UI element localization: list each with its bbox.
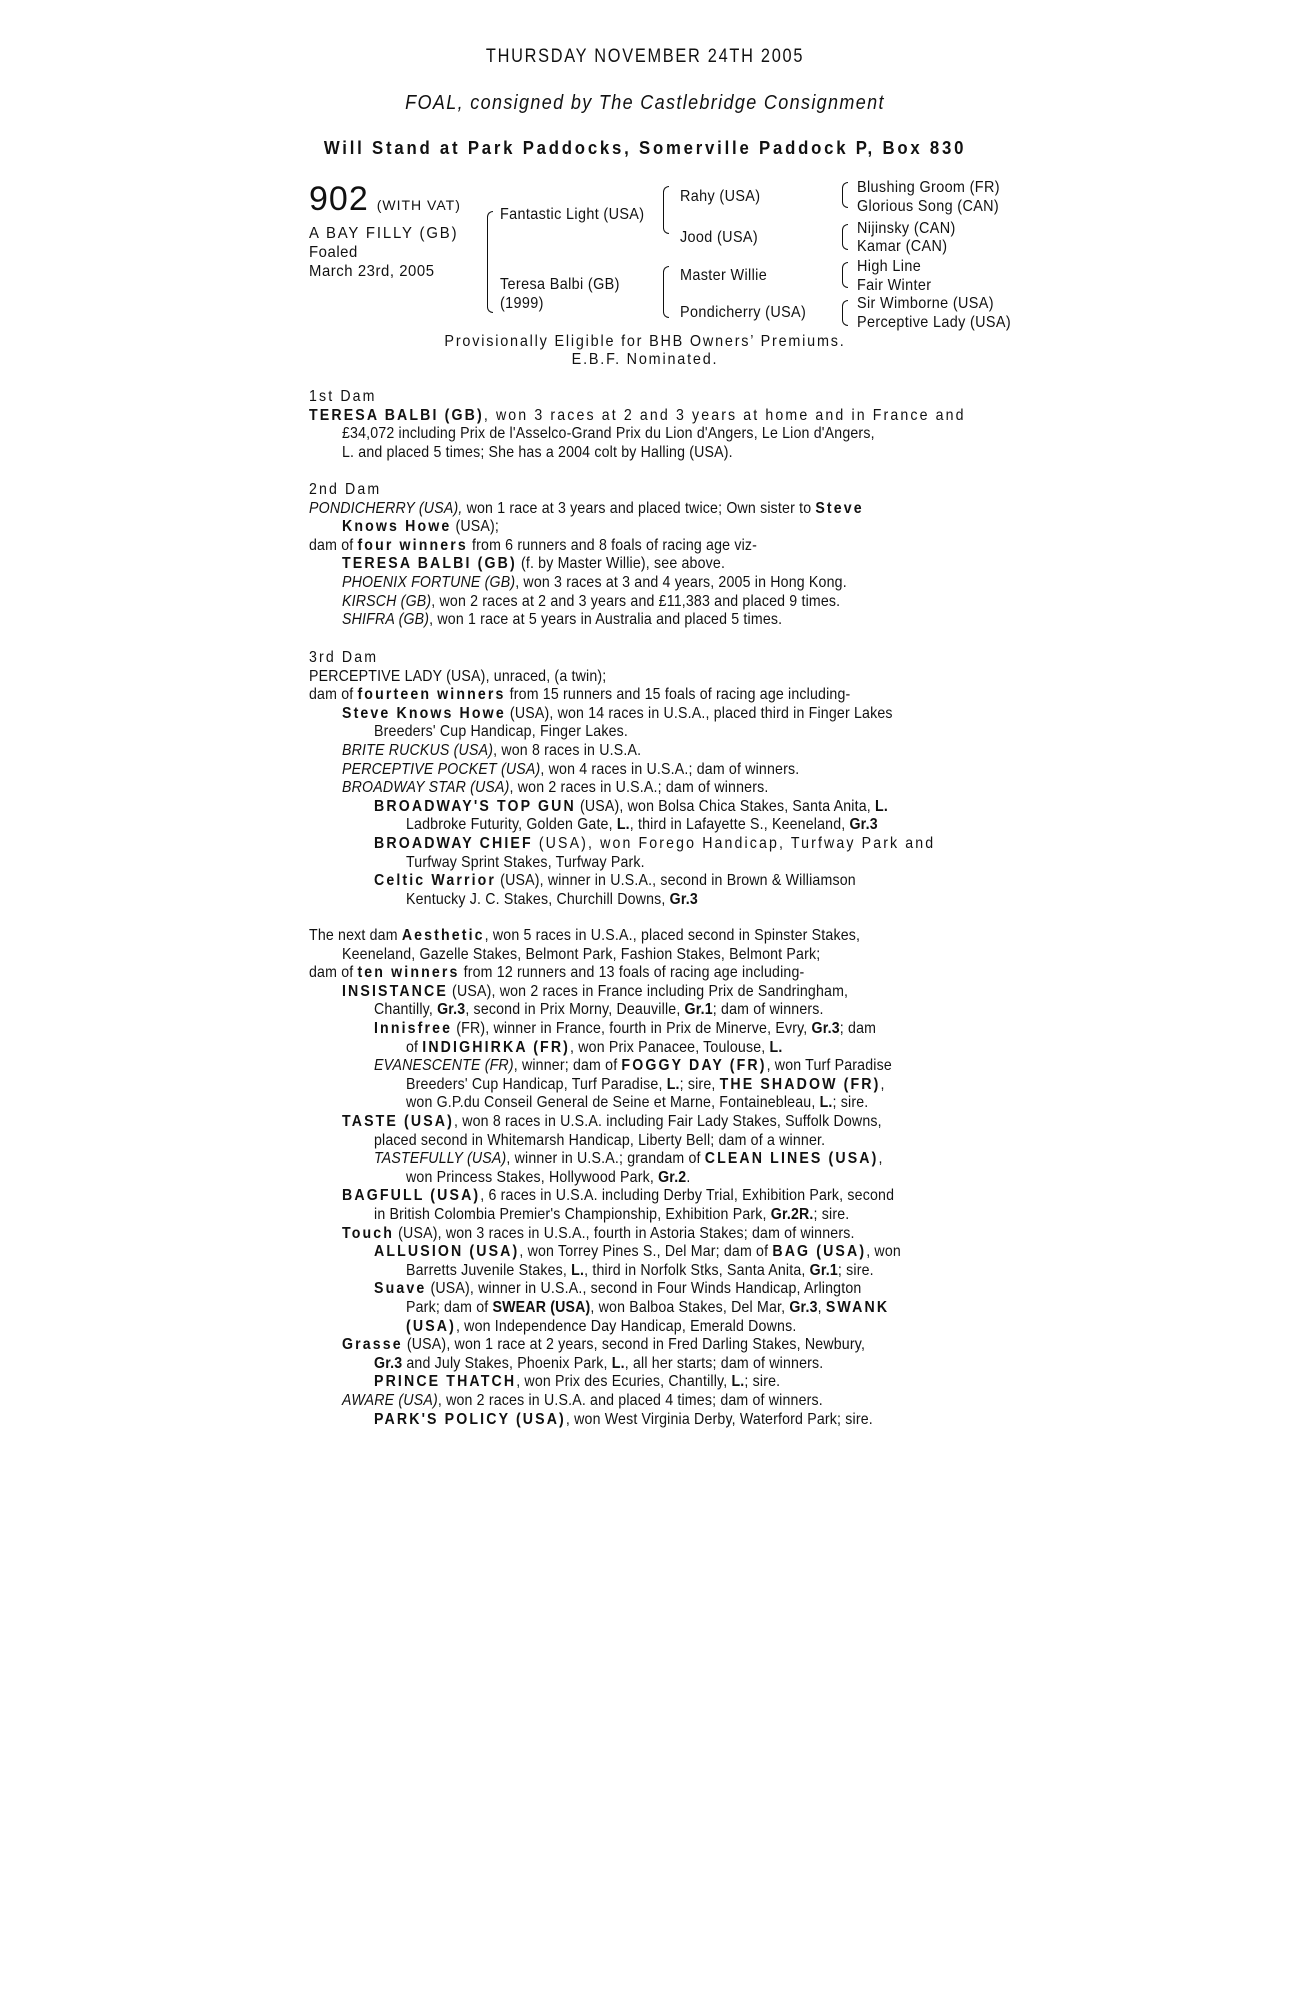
progeny-text: (f. by Master Willie), see above. bbox=[516, 555, 726, 573]
progeny-name: INSISTANCE bbox=[342, 982, 448, 1000]
third-dam-line-1: PERCEPTIVE LADY (USA), unraced, (a twin); bbox=[309, 667, 607, 685]
progeny-text: , won 1 race at 5 years in Australia and placed 5 times. bbox=[429, 611, 783, 629]
progeny-insistance bbox=[342, 983, 848, 1002]
third-dam-progeny-topgun bbox=[374, 798, 888, 817]
pedigree-dam-dam: Pondicherry (USA) bbox=[680, 304, 807, 321]
sale-date: THURSDAY NOVEMBER 24TH 2005 bbox=[485, 46, 805, 67]
progeny-text: ; sire. bbox=[832, 1094, 869, 1112]
second-dam-produce-line bbox=[309, 537, 757, 556]
progeny-bagfull bbox=[342, 1187, 894, 1206]
pedigree-brace-main bbox=[487, 211, 493, 313]
progeny-text: , third in Norfolk Stks, Santa Anita, bbox=[584, 1261, 810, 1279]
progeny-name: Innisfree bbox=[374, 1020, 453, 1037]
pedigree-g3-8: Perceptive Lady (USA) bbox=[857, 314, 1012, 331]
listed-mark: L. bbox=[875, 797, 888, 815]
second-dam-text-2: (USA); bbox=[451, 518, 500, 536]
grade-mark: Gr.3 bbox=[437, 1001, 466, 1019]
progeny-text: , won Balboa Stakes, Del Mar, bbox=[590, 1299, 790, 1316]
next-dam-line-2: Keeneland, Gazelle Stakes, Belmont Park, Fashion Stakes, Belmont Park; bbox=[342, 945, 821, 963]
eligibility-line-2: E.B.F. Nominated. bbox=[571, 351, 719, 368]
progeny-insistance-2 bbox=[374, 1001, 824, 1020]
pedigree-dam: Teresa Balbi (GB) bbox=[500, 276, 620, 293]
second-dam-progeny-1 bbox=[342, 555, 725, 574]
pedigree-g3-1: Blushing Groom (FR) bbox=[857, 179, 1000, 196]
grade-mark: Gr.3 bbox=[789, 1299, 818, 1316]
grade-mark: Gr.3 bbox=[849, 816, 878, 834]
progeny-text: ; sire. bbox=[813, 1206, 850, 1223]
progeny-text: Barretts Juvenile Stakes, bbox=[406, 1261, 572, 1279]
progeny-tastefully-2: won Princess Stakes, Hollywood Park, Gr.2. bbox=[406, 1168, 691, 1186]
third-dam-progeny-brite bbox=[342, 742, 641, 761]
progeny-text: , all her starts; dam of winners. bbox=[624, 1354, 824, 1372]
progeny-grasse bbox=[342, 1336, 865, 1355]
pedigree-g3-4: Kamar (CAN) bbox=[857, 238, 948, 255]
progeny-text: of bbox=[406, 1038, 423, 1056]
progeny-name: Steve Knows Howe bbox=[342, 704, 506, 722]
progeny-text: (USA), winner in U.S.A., second in Four Winds Handicap, Arlington bbox=[426, 1280, 862, 1298]
progeny-text: , won Torrey Pines S., Del Mar; dam of bbox=[519, 1243, 773, 1261]
progeny-text: , won Prix Panacee, Toulouse, bbox=[570, 1038, 770, 1056]
next-dam-text: , won 5 races in U.S.A., placed second in Spinster Stakes, bbox=[484, 927, 861, 944]
third-dam-dam-of: dam of bbox=[309, 686, 358, 704]
progeny-name: BRITE RUCKUS (USA) bbox=[342, 742, 494, 759]
third-dam-progeny-pocket bbox=[342, 761, 799, 780]
progeny-suave-2: Park; dam of SWEAR (USA), won Balboa Stakes, Del Mar, Gr.3, SWANK bbox=[406, 1299, 890, 1316]
grade-mark: Gr.1 bbox=[684, 1001, 713, 1019]
vat-note: (WITH VAT) bbox=[376, 197, 461, 213]
second-dam-progeny-4 bbox=[342, 611, 782, 630]
foaled-label: Foaled bbox=[309, 244, 358, 261]
listed-mark: L. bbox=[666, 1075, 680, 1093]
progeny-name: Grasse bbox=[342, 1336, 403, 1354]
listed-mark: L. bbox=[769, 1038, 783, 1056]
progeny-name: PARK'S POLICY (USA) bbox=[374, 1410, 566, 1428]
progeny-text: , won 2 races in U.S.A. and placed 4 times; dam of winners. bbox=[437, 1392, 823, 1409]
third-dam-heading: 3rd Dam bbox=[309, 649, 379, 666]
pedigree-dam-sire: Master Willie bbox=[680, 267, 768, 284]
progeny-text: Park; dam of bbox=[406, 1299, 493, 1316]
progeny-text: (FR), winner in France, fourth in Prix de Minerve, Evry, bbox=[452, 1020, 812, 1037]
second-dam-name: PONDICHERRY (USA), bbox=[309, 499, 463, 517]
second-dam-winners: four winners bbox=[357, 536, 468, 554]
listed-mark: L. bbox=[731, 1373, 745, 1391]
grade-mark: Gr.2 bbox=[658, 1168, 687, 1186]
progeny-text: , won 2 races at 2 and 3 years and £11,383 and placed 9 times. bbox=[431, 592, 841, 610]
lot-number: 902 bbox=[309, 180, 369, 218]
progeny-name: BAG (USA) bbox=[772, 1243, 867, 1261]
progeny-text: (USA), won 3 races in U.S.A., fourth in Astoria Stakes; dam of winners. bbox=[394, 1224, 855, 1242]
progeny-text: Ladbroke Futurity, Golden Gate, bbox=[406, 816, 617, 834]
progeny-text: , won 8 races in U.S.A. bbox=[493, 742, 642, 759]
pedigree-sire-dam: Jood (USA) bbox=[680, 229, 759, 246]
progeny-text: Kentucky J. C. Stakes, Churchill Downs, bbox=[406, 890, 670, 908]
progeny-name: BAGFULL (USA) bbox=[342, 1187, 481, 1205]
second-dam-line-1 bbox=[309, 500, 864, 519]
progeny-text: , won 4 races in U.S.A.; dam of winners. bbox=[540, 760, 800, 778]
progeny-text: , third in Lafayette S., Keeneland, bbox=[629, 816, 850, 834]
progeny-name: PERCEPTIVE POCKET (USA) bbox=[342, 760, 541, 778]
progeny-text: , winner; dam of bbox=[513, 1057, 622, 1075]
third-dam-progeny-bstar bbox=[342, 779, 768, 798]
second-dam-line-2 bbox=[342, 518, 499, 537]
next-dam-produce-line bbox=[309, 964, 804, 983]
lot-info bbox=[309, 224, 458, 281]
lot-description: A BAY FILLY (GB) bbox=[309, 225, 459, 242]
progeny-aware bbox=[342, 1392, 823, 1411]
progeny-taste bbox=[342, 1113, 882, 1132]
first-dam-text-1: , won 3 races at 2 and 3 years at home and in France and bbox=[483, 406, 966, 424]
progeny-name: Suave bbox=[374, 1280, 427, 1298]
progeny-text: (USA), won 2 races in France including Prix de Sandringham, bbox=[447, 982, 849, 1000]
progeny-text: ; sire, bbox=[679, 1075, 720, 1093]
progeny-allusion bbox=[374, 1243, 901, 1262]
pedigree-g3-2: Glorious Song (CAN) bbox=[857, 198, 1000, 215]
progeny-name: SWEAR (USA) bbox=[492, 1299, 591, 1316]
progeny-text: , won Independence Day Handicap, Emerald Downs. bbox=[455, 1317, 797, 1335]
progeny-text: , second in Prix Morny, Deauville, bbox=[465, 1001, 685, 1019]
progeny-name: INDIGHIRKA (FR) bbox=[422, 1038, 571, 1056]
progeny-text: (USA), won Forego Handicap, Turfway Park and bbox=[532, 835, 936, 852]
progeny-name: TERESA BALBI (GB) bbox=[342, 555, 517, 573]
lot-heading bbox=[309, 180, 461, 219]
progeny-name: AWARE (USA) bbox=[342, 1392, 438, 1409]
progeny-touch bbox=[342, 1225, 855, 1244]
progeny-prince-thatch bbox=[374, 1373, 780, 1392]
progeny-parks-policy bbox=[374, 1411, 873, 1430]
progeny-innisfree bbox=[374, 1020, 876, 1039]
progeny-name: Touch bbox=[342, 1224, 395, 1242]
third-dam-progeny-skh-2: Breeders' Cup Handicap, Finger Lakes. bbox=[374, 723, 629, 741]
progeny-name: TASTE (USA) bbox=[342, 1113, 454, 1130]
progeny-text: , won Turf Paradise bbox=[766, 1057, 892, 1075]
listed-mark: L. bbox=[571, 1261, 585, 1279]
next-dam-line-1 bbox=[309, 927, 860, 946]
next-dam-dam-of: dam of bbox=[309, 964, 358, 982]
progeny-grasse-2 bbox=[374, 1355, 823, 1374]
pedigree-brace-g3a bbox=[842, 182, 848, 208]
pedigree-sire-sire: Rahy (USA) bbox=[680, 188, 761, 205]
progeny-evanescente bbox=[374, 1057, 892, 1076]
third-dam-progeny-celtic-2 bbox=[406, 891, 698, 910]
progeny-text: (USA), winner in U.S.A., second in Brown & Williamson bbox=[496, 872, 856, 890]
third-dam-progeny-chief-2: Turfway Sprint Stakes, Turfway Park. bbox=[406, 853, 645, 871]
progeny-text: ; sire. bbox=[744, 1373, 781, 1391]
progeny-text: (USA), won 14 races in U.S.A., placed third in Finger Lakes bbox=[505, 704, 893, 722]
third-dam-progeny-celtic bbox=[374, 872, 856, 891]
third-dam-progeny-topgun-2 bbox=[406, 816, 878, 835]
progeny-text: won G.P.du Conseil General de Seine et Marne, Fontainebleau, bbox=[406, 1094, 820, 1112]
third-dam-progeny-chief bbox=[374, 835, 935, 854]
progeny-text: Breeders' Cup Handicap, Turf Paradise, bbox=[406, 1075, 667, 1093]
progeny-text: , won 2 races in U.S.A.; dam of winners. bbox=[509, 779, 769, 797]
third-dam-produce-line bbox=[309, 686, 850, 705]
progeny-tastefully: TASTEFULLY (USA), winner in U.S.A.; grandam of CLEAN LINES (USA), bbox=[374, 1150, 883, 1168]
progeny-evanescente-2: Breeders' Cup Handicap, Turf Paradise, L.; sire, THE SHADOW (FR), bbox=[406, 1075, 885, 1093]
second-dam-progeny-3 bbox=[342, 593, 840, 612]
progeny-name: Celtic Warrior bbox=[374, 872, 497, 890]
third-dam-winners: fourteen winners bbox=[357, 686, 506, 704]
progeny-suave-3 bbox=[406, 1318, 796, 1337]
consignment-line: FOAL, consigned by The Castlebridge Consignment bbox=[405, 92, 885, 114]
pedigree-brace-g3c bbox=[842, 262, 848, 288]
second-dam-text-1: won 1 race at 3 years and placed twice; Own sister to bbox=[462, 499, 816, 517]
progeny-text: Chantilly, bbox=[374, 1001, 438, 1019]
pedigree-g3-6: Fair Winter bbox=[857, 277, 932, 294]
third-dam-produce-text: from 15 runners and 15 foals of racing age including- bbox=[505, 686, 851, 704]
pedigree-brace-dam bbox=[663, 266, 669, 318]
stabling-line: Will Stand at Park Paddocks, Somerville Paddock P, Box 830 bbox=[323, 138, 967, 158]
first-dam-line-2: £34,072 including Prix de l'Asselco-Grand Prix du Lion d'Angers, Le Lion d'Angers, bbox=[342, 425, 875, 443]
pedigree-brace-sire bbox=[663, 186, 669, 234]
progeny-name: EVANESCENTE (FR) bbox=[374, 1057, 514, 1075]
progeny-text: won Princess Stakes, Hollywood Park, bbox=[406, 1168, 659, 1186]
progeny-name: (USA) bbox=[406, 1317, 456, 1335]
progeny-evanescente-3 bbox=[406, 1094, 868, 1113]
grade-mark: Gr.3 bbox=[669, 890, 698, 908]
progeny-text: , won 8 races in U.S.A. including Fair Lady Stakes, Suffolk Downs, bbox=[453, 1113, 882, 1130]
first-dam-line-3: L. and placed 5 times; She has a 2004 colt by Halling (USA). bbox=[342, 443, 733, 461]
progeny-text: , 6 races in U.S.A. including Derby Trial, Exhibition Park, second bbox=[480, 1187, 895, 1205]
progeny-name: TASTEFULLY (USA) bbox=[374, 1150, 507, 1168]
second-dam-progeny-2 bbox=[342, 574, 847, 593]
next-dam-produce-text: from 12 runners and 13 foals of racing age including- bbox=[459, 964, 805, 982]
third-dam-progeny-skh bbox=[342, 705, 893, 724]
progeny-text: and July Stakes, Phoenix Park, bbox=[402, 1354, 612, 1372]
first-dam-line-1 bbox=[309, 407, 966, 426]
pedigree-g3-3: Nijinsky (CAN) bbox=[857, 220, 956, 237]
second-dam-heading: 2nd Dam bbox=[309, 481, 382, 498]
grade-mark: Gr.3 bbox=[374, 1354, 403, 1372]
progeny-text: , winner in U.S.A.; grandam of bbox=[506, 1150, 705, 1168]
progeny-name: PRINCE THATCH bbox=[374, 1373, 517, 1391]
pedigree-g3-7: Sir Wimborne (USA) bbox=[857, 295, 994, 312]
next-dam-name: Aesthetic bbox=[401, 927, 485, 944]
progeny-name: SWANK bbox=[825, 1299, 890, 1316]
progeny-taste-2: placed second in Whitemarsh Handicap, Liberty Bell; dam of a winner. bbox=[374, 1131, 826, 1149]
progeny-text: (USA), won 1 race at 2 years, second in Fred Darling Stakes, Newbury, bbox=[402, 1336, 866, 1354]
progeny-name: THE SHADOW (FR) bbox=[719, 1075, 881, 1093]
progeny-text: ; dam of winners. bbox=[712, 1001, 824, 1019]
progeny-suave bbox=[374, 1280, 861, 1299]
listed-mark: L. bbox=[611, 1354, 625, 1372]
pedigree-brace-g3b bbox=[842, 224, 848, 250]
pedigree-brace-g3d bbox=[842, 300, 848, 326]
grade-mark: Gr.1 bbox=[809, 1261, 838, 1279]
eligibility-line-1: Provisionally Eligible for BHB Owners’ Premiums. bbox=[444, 333, 846, 350]
progeny-name: BROADWAY CHIEF bbox=[374, 835, 533, 852]
second-dam-dam-of: dam of bbox=[309, 536, 358, 554]
progeny-text: , won West Virginia Derby, Waterford Park; sire. bbox=[565, 1410, 873, 1428]
progeny-allusion-2 bbox=[406, 1262, 874, 1281]
next-dam-intro: The next dam bbox=[309, 927, 402, 944]
grade-mark: Gr.3 bbox=[811, 1020, 840, 1037]
pedigree-sire: Fantastic Light (USA) bbox=[500, 206, 645, 223]
progeny-name: FOGGY DAY (FR) bbox=[621, 1057, 767, 1075]
second-dam-produce-text: from 6 runners and 8 foals of racing age viz- bbox=[467, 536, 758, 554]
first-dam-name: TERESA BALBI (GB) bbox=[309, 406, 484, 424]
pedigree-dam-year: (1999) bbox=[500, 295, 544, 312]
progeny-name: KIRSCH (GB) bbox=[342, 592, 432, 610]
progeny-name: ALLUSION (USA) bbox=[374, 1243, 520, 1261]
progeny-name: SHIFRA (GB) bbox=[342, 611, 430, 629]
progeny-name: BROADWAY STAR (USA) bbox=[342, 779, 510, 797]
pedigree-g3-5: High Line bbox=[857, 258, 922, 275]
listed-mark: L. bbox=[616, 816, 630, 834]
foaled-date: March 23rd, 2005 bbox=[309, 263, 435, 280]
progeny-text: , won bbox=[866, 1243, 901, 1261]
progeny-text: , won Prix des Ecuries, Chantilly, bbox=[516, 1373, 732, 1391]
progeny-name: PHOENIX FORTUNE (GB) bbox=[342, 574, 516, 591]
second-dam-knows-howe: Knows Howe bbox=[342, 518, 452, 536]
grade-mark: Gr.2R. bbox=[770, 1206, 814, 1223]
progeny-innisfree-2 bbox=[406, 1039, 782, 1058]
listed-mark: L. bbox=[819, 1094, 833, 1112]
progeny-text: in British Colombia Premier's Championship, Exhibition Park, bbox=[374, 1206, 771, 1223]
second-dam-steve: Steve bbox=[815, 499, 864, 517]
progeny-text: ; dam bbox=[839, 1020, 877, 1037]
first-dam-heading: 1st Dam bbox=[309, 388, 377, 405]
progeny-bagfull-2 bbox=[374, 1206, 849, 1225]
progeny-text: (USA), won Bolsa Chica Stakes, Santa Anita, bbox=[575, 797, 876, 815]
next-dam-winners: ten winners bbox=[357, 964, 460, 982]
progeny-text: , won 3 races at 3 and 4 years, 2005 in Hong Kong. bbox=[515, 574, 847, 591]
progeny-name: BROADWAY'S TOP GUN bbox=[374, 797, 576, 815]
progeny-name: CLEAN LINES (USA) bbox=[704, 1150, 879, 1168]
progeny-text: ; sire. bbox=[837, 1261, 874, 1279]
